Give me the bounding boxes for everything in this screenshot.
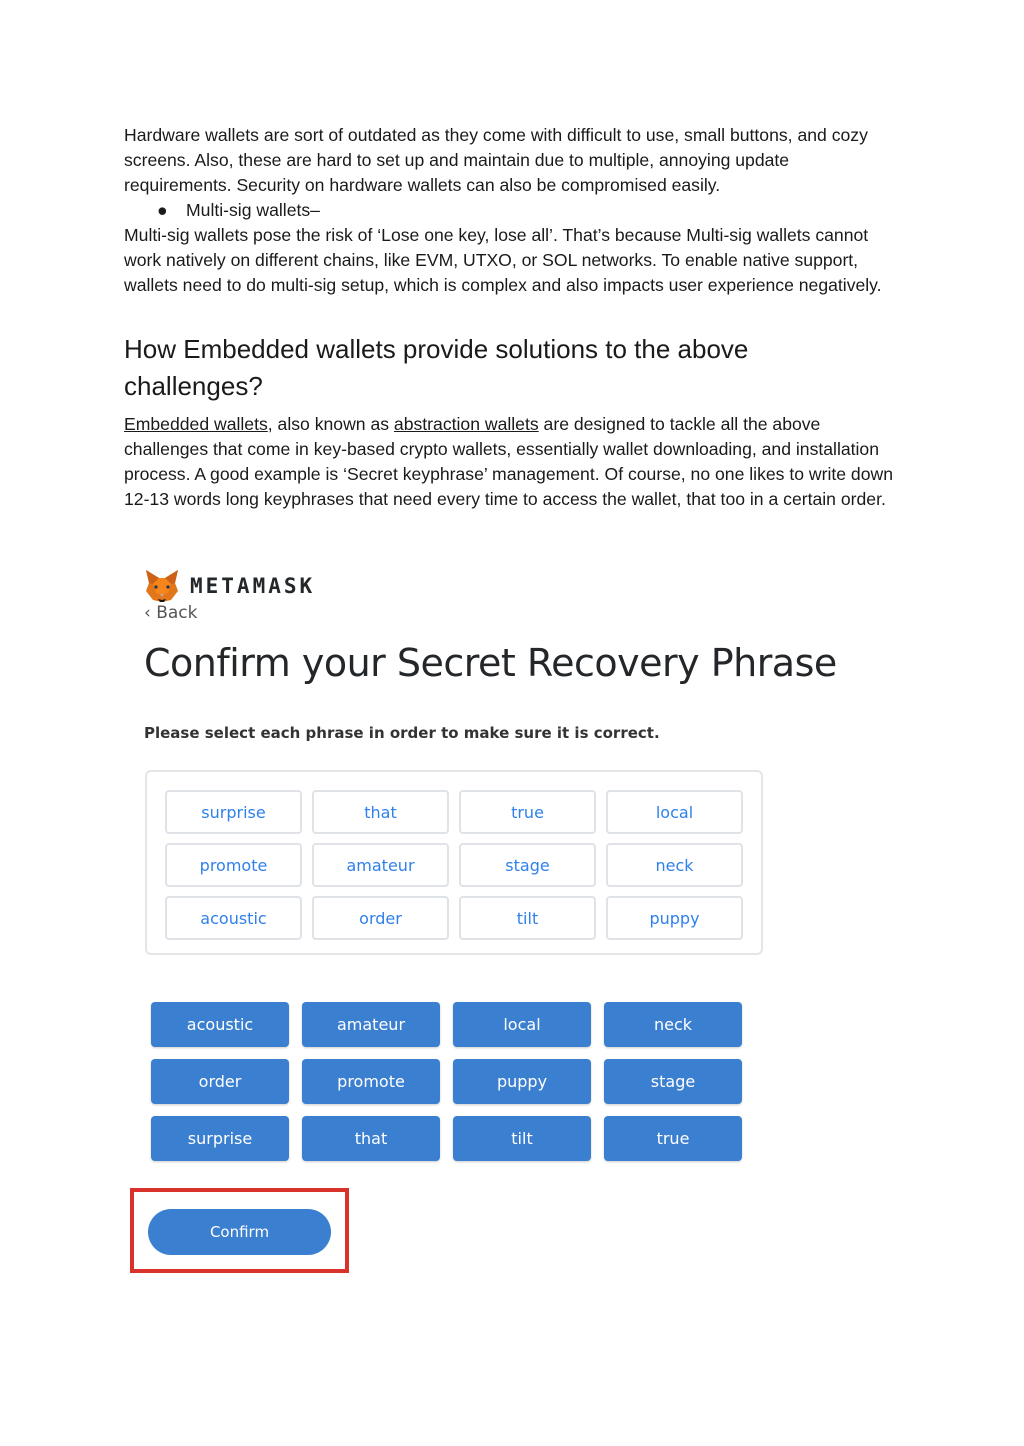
paragraph-text: , also known as — [267, 414, 394, 434]
selected-words-grid — [165, 790, 743, 940]
word-bank-grid — [151, 1002, 742, 1161]
selected-word[interactable]: surprise — [165, 790, 302, 834]
back-link[interactable]: ‹ Back — [144, 603, 198, 623]
word-bank-button[interactable]: true — [604, 1116, 742, 1161]
word-bank-button[interactable]: stage — [604, 1059, 742, 1104]
metamask-screenshot — [130, 565, 900, 1285]
selected-word[interactable]: tilt — [459, 896, 596, 940]
metamask-logo — [144, 569, 315, 603]
brand-name: METAMASK — [190, 574, 316, 598]
link-embedded-wallets[interactable]: Embedded wallets — [124, 414, 268, 434]
paragraph-text: are designed to tackle all the above challenges that come in key-based crypto wallets, essentially wallet downloading, and installation process. A good example is ‘Secret keyphrase’ management. Of course, no one likes to write down 12-13 words long keyphrases that need every time to access the wallet, that too in a certain order. — [124, 414, 893, 509]
word-bank-button[interactable]: local — [453, 1002, 591, 1047]
selected-word[interactable]: neck — [606, 843, 743, 887]
page-title: Confirm your Secret Recovery Phrase — [144, 641, 837, 685]
bullet-item-multisig — [124, 198, 894, 223]
selected-word[interactable]: order — [312, 896, 449, 940]
paragraph-multisig: Multi-sig wallets pose the risk of ‘Lose one key, lose all’. That’s because Multi-sig wallets cannot work natively on different chains, like EVM, UTXO, or SOL networks. To enable native support, wallets need to do multi-sig setup, which is complex and also impacts user experience negatively. — [124, 225, 882, 295]
selected-word[interactable]: promote — [165, 843, 302, 887]
selected-word[interactable]: local — [606, 790, 743, 834]
paragraph-embedded-wallets — [124, 412, 894, 512]
selected-word[interactable]: amateur — [312, 843, 449, 887]
fox-icon — [144, 569, 180, 603]
word-bank-button[interactable]: amateur — [302, 1002, 440, 1047]
bullet-dot: ● — [157, 200, 168, 220]
word-bank-button[interactable]: promote — [302, 1059, 440, 1104]
highlight-box — [130, 1188, 349, 1273]
word-bank-button[interactable]: that — [302, 1116, 440, 1161]
word-bank-button[interactable]: surprise — [151, 1116, 289, 1161]
link-abstraction-wallets[interactable]: abstraction wallets — [393, 414, 539, 434]
word-bank-button[interactable]: neck — [604, 1002, 742, 1047]
selected-word[interactable]: puppy — [606, 896, 743, 940]
document-body — [124, 123, 894, 512]
bullet-text: Multi-sig wallets– — [186, 200, 320, 220]
selected-word[interactable]: true — [459, 790, 596, 834]
word-bank-button[interactable]: acoustic — [151, 1002, 289, 1047]
section-heading: How Embedded wallets provide solutions to the above challenges? — [124, 334, 749, 401]
selected-word[interactable]: stage — [459, 843, 596, 887]
selected-word[interactable]: acoustic — [165, 896, 302, 940]
word-bank-button[interactable]: puppy — [453, 1059, 591, 1104]
confirm-button[interactable]: Confirm — [148, 1209, 331, 1255]
paragraph-hardware-wallets: Hardware wallets are sort of outdated as they come with difficult to use, small buttons, and cozy screens. Also, these are hard to set up and maintain due to multiple, annoying update requirements. Security on hardware wallets can also be compromised easily. — [124, 125, 868, 195]
selected-word[interactable]: that — [312, 790, 449, 834]
selected-phrase-box — [145, 770, 763, 955]
instruction-text: Please select each phrase in order to make sure it is correct. — [144, 724, 660, 742]
word-bank-button[interactable]: order — [151, 1059, 289, 1104]
word-bank-button[interactable]: tilt — [453, 1116, 591, 1161]
